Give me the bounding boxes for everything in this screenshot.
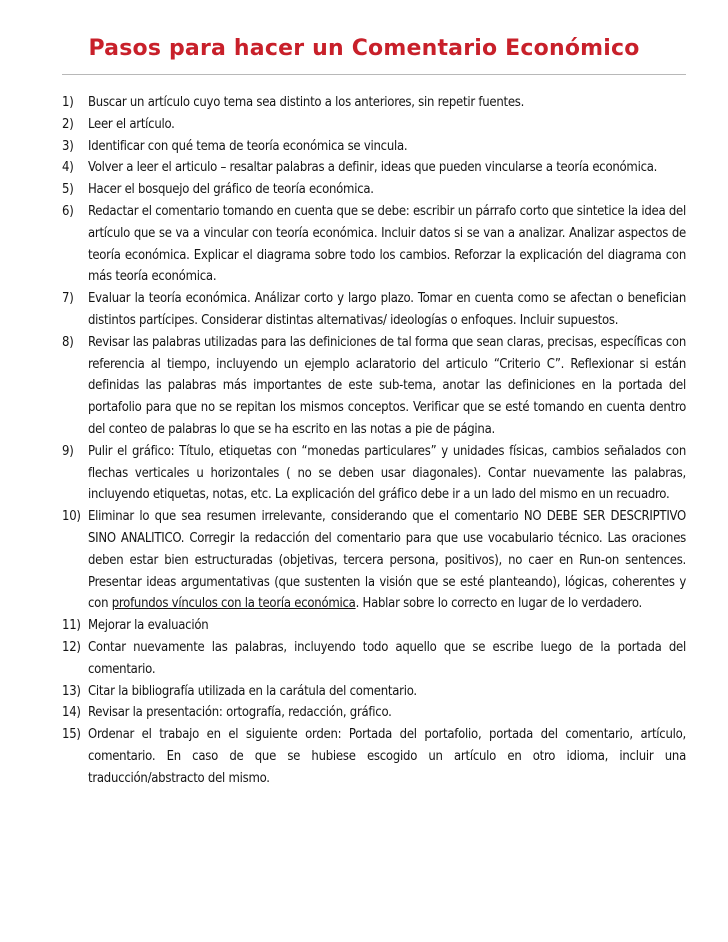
item-text: Evaluar la teoría económica. Análizar corto y largo plazo. Tomar en cuenta como se afectan o benefician distintos partícipes. Considerar distintas alternativas/ ideologías o enfoques. Incluir supuestos.: [88, 291, 686, 328]
item-number: 4): [62, 160, 74, 176]
item-text: Leer el artículo.: [88, 116, 175, 132]
underlined-phrase: profundos vínculos con la teoría económica: [111, 596, 356, 612]
item-number: 6): [62, 203, 74, 219]
list-item-14: [62, 702, 686, 724]
list-item-11: [62, 615, 686, 637]
item-number: 13): [62, 683, 81, 699]
list-item-15: [62, 724, 686, 789]
list-item-12: [62, 637, 686, 681]
list-item-5: [62, 179, 686, 201]
item-number: 8): [62, 334, 74, 350]
list-item-10: [62, 506, 686, 615]
item-number: 1): [62, 95, 74, 110]
item-text: Citar la bibliografía utilizada en la carátula del comentario.: [88, 683, 417, 699]
list-item-3: [62, 136, 686, 158]
item-text: Buscar un artículo cuyo tema sea distinto a los anteriores, sin repetir fuentes.: [88, 95, 525, 110]
list-item-8: [62, 332, 686, 441]
item-number: 14): [62, 705, 81, 721]
item-text-end: . Hablar sobre lo correcto en lugar de lo verdadero.: [355, 596, 642, 612]
item-text: Redactar el comentario tomando en cuenta que se debe: escribir un párrafo corto que sintetice la idea del artículo que se va a vincular con teoría económica. Incluir datos si se van a analizar. Analizar aspectos de teoría económica. Explicar el diagrama sobre todo los cambios. Reforzar la explicación del diagrama con más teoría económica.: [88, 203, 686, 285]
item-text: Hacer el bosquejo del gráfico de teoría económica.: [88, 182, 374, 198]
title-divider: [62, 74, 686, 75]
item-text: Ordenar el trabajo en el siguiente orden: Portada del portafolio, portada del comentario, artículo, comentario. En caso de que se hubiese escogido un artículo en otro idioma, incluir una traducción/abstracto del mismo.: [88, 727, 686, 786]
list-item-4: [62, 157, 686, 179]
page-title: Pasos para hacer un Comentario Económico: [88, 36, 640, 61]
list-item-1: [62, 92, 686, 114]
item-number: 5): [62, 182, 74, 198]
item-text: Volver a leer el articulo – resaltar palabras a definir, ideas que pueden vincularse a teoría económica.: [88, 160, 658, 176]
list-item-2: [62, 114, 686, 136]
list-item-9: [62, 441, 686, 506]
steps-list: [62, 92, 686, 790]
list-item-6: [62, 201, 686, 288]
item-text: Mejorar la evaluación: [88, 618, 209, 634]
item-text: Eliminar lo que sea resumen irrelevante, considerando que el comentario NO DEBE SER DESCRIPTIVO SINO ANALITICO. Corregir la redacción del comentario para que use vocabulario técnico. Las oraciones deben estar bien estructuradas (objetivas, tercera persona, positivos), no caer en Run-on sentences. Presentar ideas argumentativas (que sustenten la visión que se esté planteando), lógicas, coherentes y con: [88, 509, 686, 612]
item-number: 10): [62, 509, 81, 525]
item-number: 12): [62, 639, 81, 655]
item-number: 11): [62, 618, 81, 634]
item-number: 15): [62, 727, 81, 743]
item-text: Contar nuevamente las palabras, incluyendo todo aquello que se escribe luego de la portada del comentario.: [88, 639, 686, 677]
list-item-13: [62, 681, 686, 703]
item-text: Revisar las palabras utilizadas para las definiciones de tal forma que sean claras, precisas, específicas con referencia al tiempo, incluyendo un ejemplo aclaratorio del articulo “Criterio C”. Reflexionar si están definidas las palabras más importantes de este sub-tema, anotar las definiciones en la portada del portafolio para que no se repitan los mismos conceptos. Verificar que se esté tomando en cuenta dentro del conteo de palabras lo que se ha escrito en las notas a pie de página.: [88, 334, 686, 437]
item-number: 7): [62, 291, 74, 307]
item-text: Identificar con qué tema de teoría económica se vincula.: [88, 138, 408, 154]
item-number: 3): [62, 138, 74, 154]
item-text: Pulir el gráfico: Título, etiquetas con “monedas particulares” y unidades físicas, cambios señalados con flechas verticales u horizontales ( no se deben usar diagonales). Contar nuevamente las palabras, incluyendo etiquetas, notas, etc. La explicación del gráfico debe ir a un lado del mismo en un recuadro.: [88, 443, 686, 503]
list-item-7: [62, 288, 686, 332]
item-number: 2): [62, 116, 74, 132]
item-text: Revisar la presentación: ortografía, redacción, gráfico.: [88, 705, 392, 721]
item-number: 9): [62, 443, 74, 459]
